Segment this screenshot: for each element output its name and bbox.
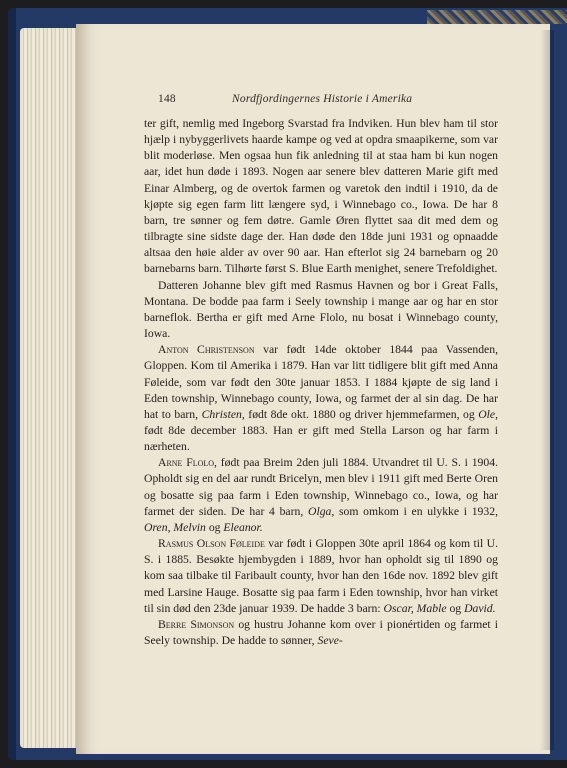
child-name: Seve- xyxy=(317,634,343,647)
paragraph: Anton Christenson var født 14de oktober 1844 paa Vassenden, Gloppen. Kom til Amerika i 1879. Han var litt tidligere blit gift med Anna Føleide, som var født den 30te januar 1853. I 1884 kjøpte de sig land i Eden township, Winnebago county, Iowa, og farmet der al sin dag. De har hat to barn, Christen, født 8de okt. 1880 og driver hjemmefarmen, og Ole, født 8de december 1883. Han er gift med Stella Larson og har farm i nærheten. xyxy=(144,343,499,454)
person-name: Anton Christenson xyxy=(158,343,255,357)
paragraph: Rasmus Olson Føleide var født i Gloppen 30te april 1864 og kom til U. S. i 1885. Besøkte hjembygden i 1889, hvor han opholdt sig til 1890 og kom saa tilbake til Faribault county, hvor han den 16de nov. 1892 blev gift med Larsine Hauge. Bosatte sig paa farm i Eden township, hvor han virket til sin død den 23de januar 1939. De hadde 3 barn: Oscar, Mable og David. xyxy=(144,537,499,615)
cover-spine-edge xyxy=(8,8,16,760)
page-number: 148 xyxy=(158,93,176,105)
child-name: Oscar, Mable xyxy=(383,601,447,615)
page-gutter-shadow xyxy=(540,30,554,750)
body-text xyxy=(144,116,498,649)
child-name: Olga, xyxy=(308,504,335,518)
person-name: Rasmus Olson Føleide xyxy=(158,537,265,551)
person-name: Berre Simonson xyxy=(158,617,235,631)
child-name: Christen, xyxy=(201,407,245,421)
child-name: Eleanor. xyxy=(223,520,263,534)
paragraph: Datteren Johanne blev gift med Rasmus Havnen og bor i Great Falls, Montana. De bodde paa farm i Seely township i mange aar og har en stor barneflok. Bertha er gift med Arne Flolo, nu bosat i Winnebago county, Iowa. xyxy=(144,278,498,341)
person-name: Arne Flolo, xyxy=(158,456,217,470)
paragraph: Arne Flolo, født paa Breim 2den juli 1884. Utvandret til U. S. i 1904. Opholdt sig en del aar rundt Bricelyn, men blev i 1911 gift med Berte Oren og bosatte sig paa farm i Eden township, Winnebago co., Iowa, og har farmet der siden. De har 4 barn, Olga, som omkom i en ulykke i 1932, Oren, Melvin og Eleanor. xyxy=(144,456,499,534)
paragraph: Berre Simonson og hustru Johanne kom over i pionértiden og farmet i Seely township. De hadde to sønner, Seve- xyxy=(144,617,499,647)
child-name: Oren, Melvin xyxy=(144,520,206,534)
running-title: Nordfjordingernes Historie i Amerika xyxy=(232,93,413,105)
paragraph: ter gift, nemlig med Ingeborg Svarstad fra Indviken. Hun blev ham til stor hjælp i nybyggerlivets haarde kampe og ved at opdra smaapikerne, som var blit moderløse. Men ogsaa hun fik anledning til at staa ham bi kun nogen aar, idet hun døde i 1893. Nogen aar senere blev datteren Marie gift med Einar Almberg, og de overtok farmen og varetok den indtil i 1910, da de kjøpte sig egen farm litt længere syd, i Winnebago co., Iowa. De har 8 barn, tre sønner og fem døtre. Gamle Øren flyttet saa dit med dem og tilbragte sine sidste dage der. Han døde den 18de juni 1931 og opnaadde altsaa den høie alder av over 90 aar. Han efterlot sig 24 barnebarn og 20 barnebarns barn. Tilhørte først S. Blue Earth menighet, senere Trefoldighet. xyxy=(144,117,498,276)
cover-decoration xyxy=(427,10,567,24)
child-name: David. xyxy=(464,601,496,615)
child-name: Ole, xyxy=(478,407,499,421)
